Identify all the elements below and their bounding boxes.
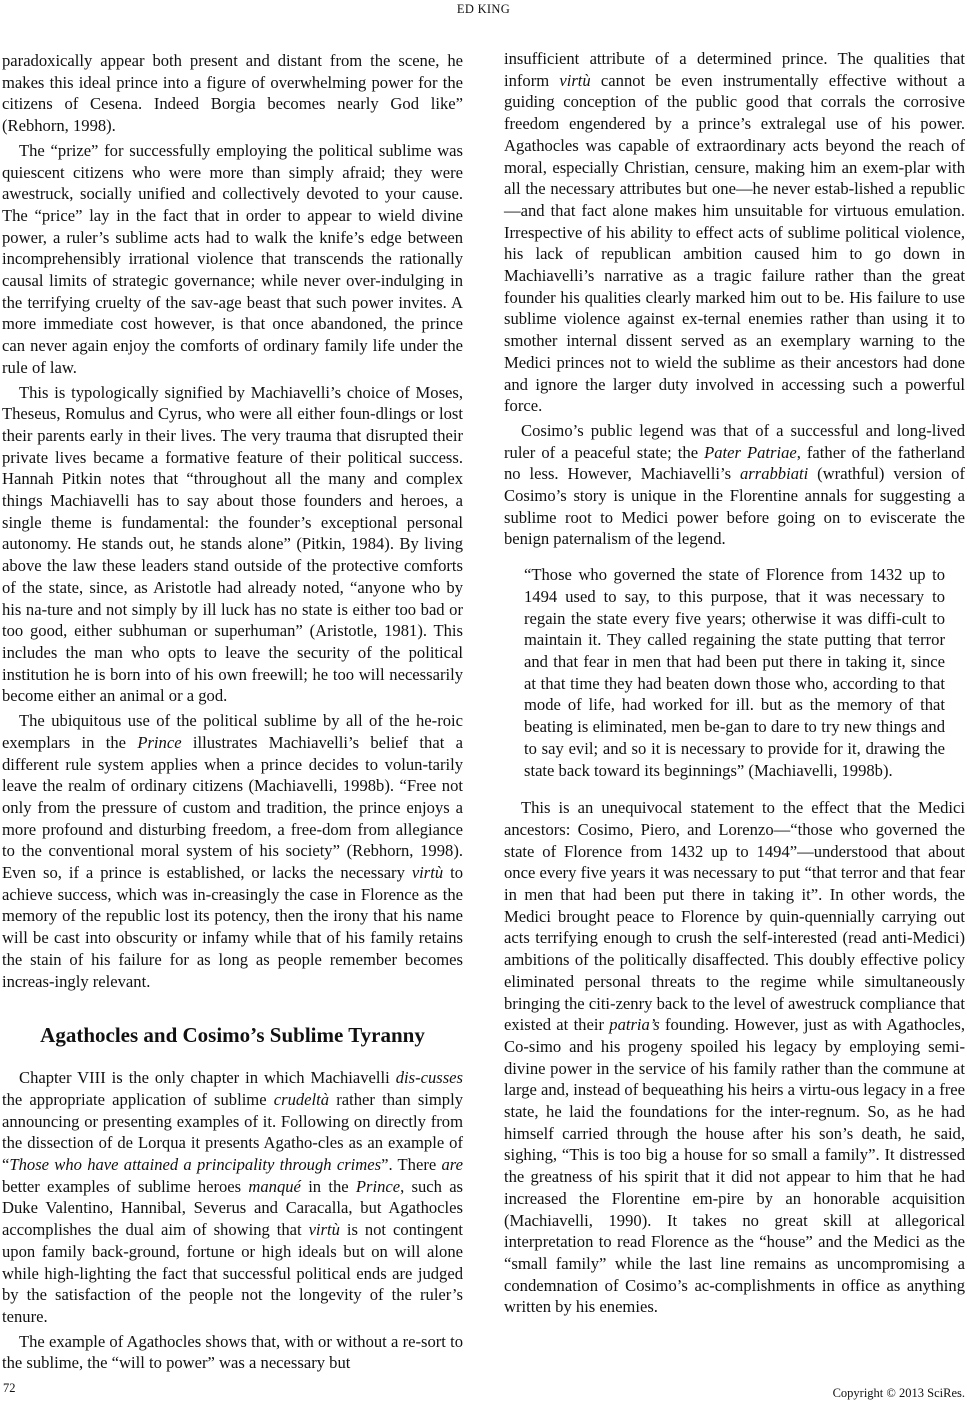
text-run: better examples of sublime heroes	[2, 1176, 249, 1196]
section-heading: Agathocles and Cosimo’s Sublime Tyranny	[40, 1023, 425, 1048]
right-column	[504, 48, 965, 1321]
quote-text: “Those who governed the state of Florence from 1432 up to 1494 used to say, to this purpose, that it was necessary to regain the state every five years; otherwise it was diffi-cult to maintain it. They called regaining the state putting that terror and that fear in men that had been put there in taking it, since at that time they had beaten down those who, according to that mode of life, had worked for ill. but as the memory of that beating is eliminated, men be-gan to dare to try new things and to say evil; and so it is necessary to provide for it, drawing the state back toward its beginnings” (Machiavelli, 1998b).	[524, 565, 945, 780]
italic-run: arrabbiati	[740, 464, 809, 484]
italic-run: Pater Patriae	[704, 442, 797, 462]
text-run: in the	[300, 1176, 356, 1196]
paragraph	[2, 710, 463, 992]
left-column	[2, 50, 463, 1377]
italic-run: Prince	[355, 1176, 401, 1196]
running-head: ED KING	[456, 2, 511, 16]
text-run: rather than simply announcing or presenting examples of it. Following on directly from the dissection of de Lorqua it presents Agatho-cles as an example of “	[2, 1089, 463, 1175]
text-run: the appropriate application of sublime	[2, 1089, 274, 1109]
italic-run: crudeltà	[273, 1089, 330, 1109]
italic-run: manqué	[248, 1176, 301, 1196]
text-run: , such as Duke Valentino, Hannibal, Severus and Caracalla, but Agathocles accomplishes the dual aim of showing that	[2, 1176, 464, 1240]
page-number: 72	[3, 1381, 16, 1395]
copyright-notice: Copyright © 2013 SciRes.	[832, 1386, 965, 1400]
text-run: , father of the fatherland no less. However, Machiavelli’s	[504, 442, 965, 484]
text-run: Chapter VIII is the only chapter in which Machiavelli	[19, 1068, 396, 1088]
text-run: ”. There	[381, 1155, 442, 1175]
paragraph	[504, 797, 965, 1318]
text-run: The ubiquitous use of the political sublime by all of the he-roic exemplars in the	[2, 711, 463, 752]
text-run: illustrates Machiavelli’s belief that a different rule system applies when a prince decides to volun-tarily leave the realm of ordinary citizens (Machiavelli, 1998b). “Free not only from the pressure of custom and tradition, the prince enjoys a more profound and disturbing freedom, a free-dom from allegiance to the conventional moral system of his society” (Rebhorn, 1998). Even so, if a prince is established, or lacks the necessary	[2, 732, 463, 883]
italic-run: dis-cusses	[395, 1068, 463, 1088]
italic-run: virtù	[308, 1220, 340, 1240]
paragraph	[504, 420, 965, 550]
paragraph: paradoxically appear both present and distant from the scene, he makes this ideal prince into a figure of overwhelming power for the citizens of Cesena. Indeed Borgia becomes nearly God like” (Rebhorn, 1998).	[2, 51, 463, 136]
italic-run: virtù	[559, 70, 591, 90]
paragraph: The example of Agathocles shows that, with or without a re-sort to the sublime, the “will to power” was a necessary but	[2, 1331, 463, 1373]
paragraph	[504, 48, 965, 417]
text-run: (wrathful) version of Cosimo’s story is unique in the Florentine annals for suggesting a sublime root to Medici power before going on to eviscerate the benign paternalism of the legend.	[504, 464, 965, 549]
text-run: This is an unequivocal statement to the effect that the Medici ancestors: Cosimo, Piero, and Lorenzo—“those who governed the state of Florence from 1432 up to 1494”—understood that about once every five years it was necessary to put “that terror and that fear in men that had been put there in taking it”. In other words, the Medici brought peace to Florence by quin-quennially carrying out acts terrifying enough to crush the self-interested (read anti-Medici) ambitions of the politically disaffected. This doubly effective policy eliminated personal threats to the regime while simultaneously bringing the citi-zenry back to the level of awestruck compliance that existed at their	[504, 798, 965, 1035]
block-quote	[524, 564, 945, 781]
text-run: is not contingent upon family back-ground, fortune or high ideals but on will alone while high-lighting the fact that successful political ends are judged by the satisfaction of the people not the longevity of the ruler’s tenure.	[2, 1220, 464, 1326]
text-run: insufficient attribute of a determined prince. The qualities that inform	[504, 49, 965, 90]
italic-run: are	[441, 1155, 464, 1175]
italic-run: patria’s	[609, 1015, 660, 1035]
italic-run: Those who have attained a principality through crimes	[9, 1155, 382, 1175]
text-run: to achieve success, which was in-creasingly the case in Florence as the memory of the republic lost its potency, then the irony that his name will be cast into obscurity or infamy while that of his family retains the stain of his failure for as long as people remember becomes increas-ingly relevant.	[2, 863, 463, 991]
paragraph: This is typologically signified by Machiavelli’s choice of Moses, Theseus, Romulus and Cyrus, who were all either foun-dlings or lost their parents early in their lives. The very trauma that disrupted their private lives became a formative feature of their political success. Hannah Pitkin notes that “throughout all the many and complex things Machiavelli has to say about those founders and heroes, a single theme is fundamental: the founder’s exceptional personal autonomy. He stands out, he stands alone” (Pitkin, 1984). By living above the law these leaders stand outside of the protective comforts of the state, since, as Aristotle had already noted, “anyone who by his na-ture and not simply by ill luck has no state is either too bad or too good, either subhuman or superhuman” (Aristotle, 1981). This includes the man who opts to leave the security of the political institution he is born into of his own freewill; he too will necessarily become either an animal or a god.	[2, 382, 463, 706]
paragraph: The “prize” for successfully employing the political sublime was quiescent citizens who were more than simply afraid; they were awestruck, socially unified and collectively devoted to your cause. The “price” lay in the fact that in order to appear to wield divine power, a ruler’s sublime acts had to walk the knife’s edge between incomprehensibly irrational violence that transcends the rationally causal limits of strategic governance; while never over-indulging in the terrifying cruelty of the sav-age beast that such power invites. A more immediate cost however, is that once abandoned, the prince can never again enjoy the comforts of ordinary family life under the rule of law.	[2, 140, 463, 377]
text-run: founding. However, just as with Agathocles, Co-simo and his progeny spoiled his legacy by employing semi-divine power in the service of his family rather than the commune at large and, instead of bequeathing his heirs a virtu-ous legacy in a free state, he laid the foundations for the inter-regnum. So, as he had himself carried through the house after his son’s death, he said, sighing, “This is too big a house for so small a family”. It distressed the greatness of his spirit that it did not appear to him that he had increased the Florentine em-pire by an honorable acquisition (Machiavelli, 1990). It takes no great skill at allegorical interpretation to read Florence as the “house” and the Medici as the “small family” while the last line remains as uncompromising a condemnation of Cosimo’s ac-complishments in office as anything written by his enemies.	[504, 1015, 965, 1317]
text-run: Cosimo’s public legend was that of a successful and long-lived ruler of a peaceful state; the	[504, 420, 965, 462]
paragraph	[2, 1067, 463, 1327]
italic-run: Prince	[137, 732, 182, 752]
text-run: cannot be even instrumentally effective without a guiding conception of the public good that corrals the corrosive freedom engendered by a prince’s extralegal use of his power. Agathocles was capable of extraordinary acts beyond the reach of moral, especially Christian, censure, making him an exem-plar with all the necessary attributes but one—he never estab-lished a republic—and that fact alone makes him unsuitable for virtuous emulation. Irrespective of his ability to effect acts of sublime political violence, his lack of republican ambition caused him to go down in Machiavelli’s narrative as a tragic failure rather than the great founder his qualities clearly marked him out to be. His failure to use sublime violence against ex-ternal enemies rather than using it to smother internal dissent served as an exemplary warning to the Medici princes not to wield the sublime as their ancestors had done and ignore the larger duty involved in accessing such a powerful force.	[504, 70, 966, 416]
italic-run: virtù	[411, 863, 444, 883]
